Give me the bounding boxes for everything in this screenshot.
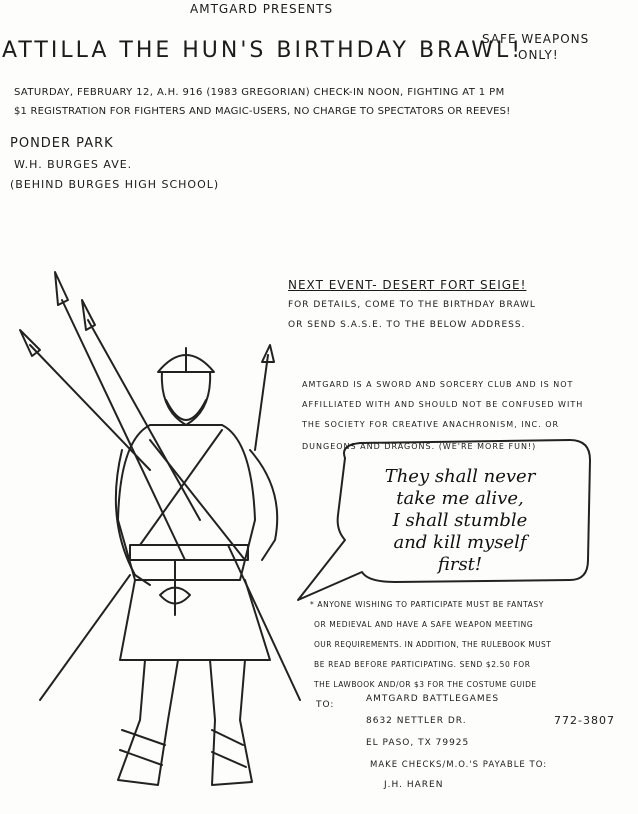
rules-line-3: OUR REQUIREMENTS. IN ADDITION, THE RULEBOOK MUST	[314, 640, 552, 649]
next-event-line-1: FOR DETAILS, COME TO THE BIRTHDAY BRAWL	[288, 300, 536, 310]
sword	[228, 545, 300, 700]
spear-tip-2	[82, 300, 95, 330]
axe	[160, 560, 190, 615]
speech-text	[340, 466, 580, 576]
speech-line-2: take me alive,	[396, 488, 524, 509]
safe-weapons-note: SAFE WEAPONS	[482, 32, 590, 46]
speech-line-3: I shall stumble	[392, 510, 528, 531]
next-event-title: NEXT EVENT- DESERT FORT SEIGE!	[288, 278, 527, 292]
spear-shaft-4	[255, 355, 268, 450]
spear-shaft-1	[62, 300, 185, 560]
spear-tip-3	[20, 330, 40, 356]
contact-street: 8632 NETTLER DR.	[366, 716, 467, 726]
spear-shaft-3	[30, 345, 150, 470]
contact-checks: MAKE CHECKS/M.O.'S PAYABLE TO:	[370, 760, 548, 770]
next-event-line-2: OR SEND S.A.S.E. TO THE BELOW ADDRESS.	[288, 320, 526, 330]
about-line-1: AMTGARD IS A SWORD AND SORCERY CLUB AND IS NOT	[302, 380, 574, 389]
safe-weapons-note-2: ONLY!	[518, 48, 559, 62]
beard	[166, 400, 206, 420]
tunic	[120, 580, 270, 660]
about-line-3: THE SOCIETY FOR CREATIVE ANACHRONISM, INC. OR	[302, 420, 560, 429]
contact-payee: J.H. HAREN	[384, 780, 444, 790]
event-date-line: SATURDAY, FEBRUARY 12, A.H. 916 (1983 GREGORIAN) CHECK-IN NOON, FIGHTING AT 1 PM	[14, 87, 505, 98]
location-note: (BEHIND BURGES HIGH SCHOOL)	[10, 178, 220, 191]
rules-line-2: OR MEDIEVAL AND HAVE A SAFE WEAPON MEETING	[314, 620, 534, 629]
location-name: PONDER PARK	[10, 136, 114, 151]
rules-line-6: TO:	[316, 700, 335, 710]
head	[162, 372, 210, 425]
rules-line-5: THE LAWBOOK AND/OR $3 FOR THE COSTUME GUIDE	[314, 680, 537, 689]
event-fee-line: $1 REGISTRATION FOR FIGHTERS AND MAGIC-USERS, NO CHARGE TO SPECTATORS OR REEVES!	[14, 106, 511, 117]
contact-city: EL PASO, TX 79925	[366, 738, 470, 748]
about-line-2: AFFILLIATED WITH AND SHOULD NOT BE CONFUSED WITH	[302, 400, 584, 409]
location-street: W.H. BURGES AVE.	[14, 158, 133, 171]
speech-line-1: They shall never	[384, 466, 536, 487]
left-leg	[118, 660, 178, 785]
left-arm	[116, 450, 150, 585]
contact-phone: 772-3807	[554, 714, 615, 727]
speech-line-4: and kill myself	[393, 532, 527, 553]
rules-line-4: BE READ BEFORE PARTICIPATING. SEND $2.50 FOR	[314, 660, 531, 669]
page-title: ATTILLA THE HUN'S BIRTHDAY BRAWL!	[2, 38, 524, 63]
belt	[130, 545, 248, 560]
presents-line: AMTGARD PRESENTS	[190, 2, 334, 16]
rules-line-1: * ANYONE WISHING TO PARTICIPATE MUST BE FANTASY	[310, 600, 544, 609]
about-line-4: DUNGEONS AND DRAGONS. (WE'RE MORE FUN!)	[302, 442, 537, 451]
speech-line-5: first!	[437, 554, 483, 575]
contact-org: AMTGARD BATTLEGAMES	[366, 694, 500, 704]
